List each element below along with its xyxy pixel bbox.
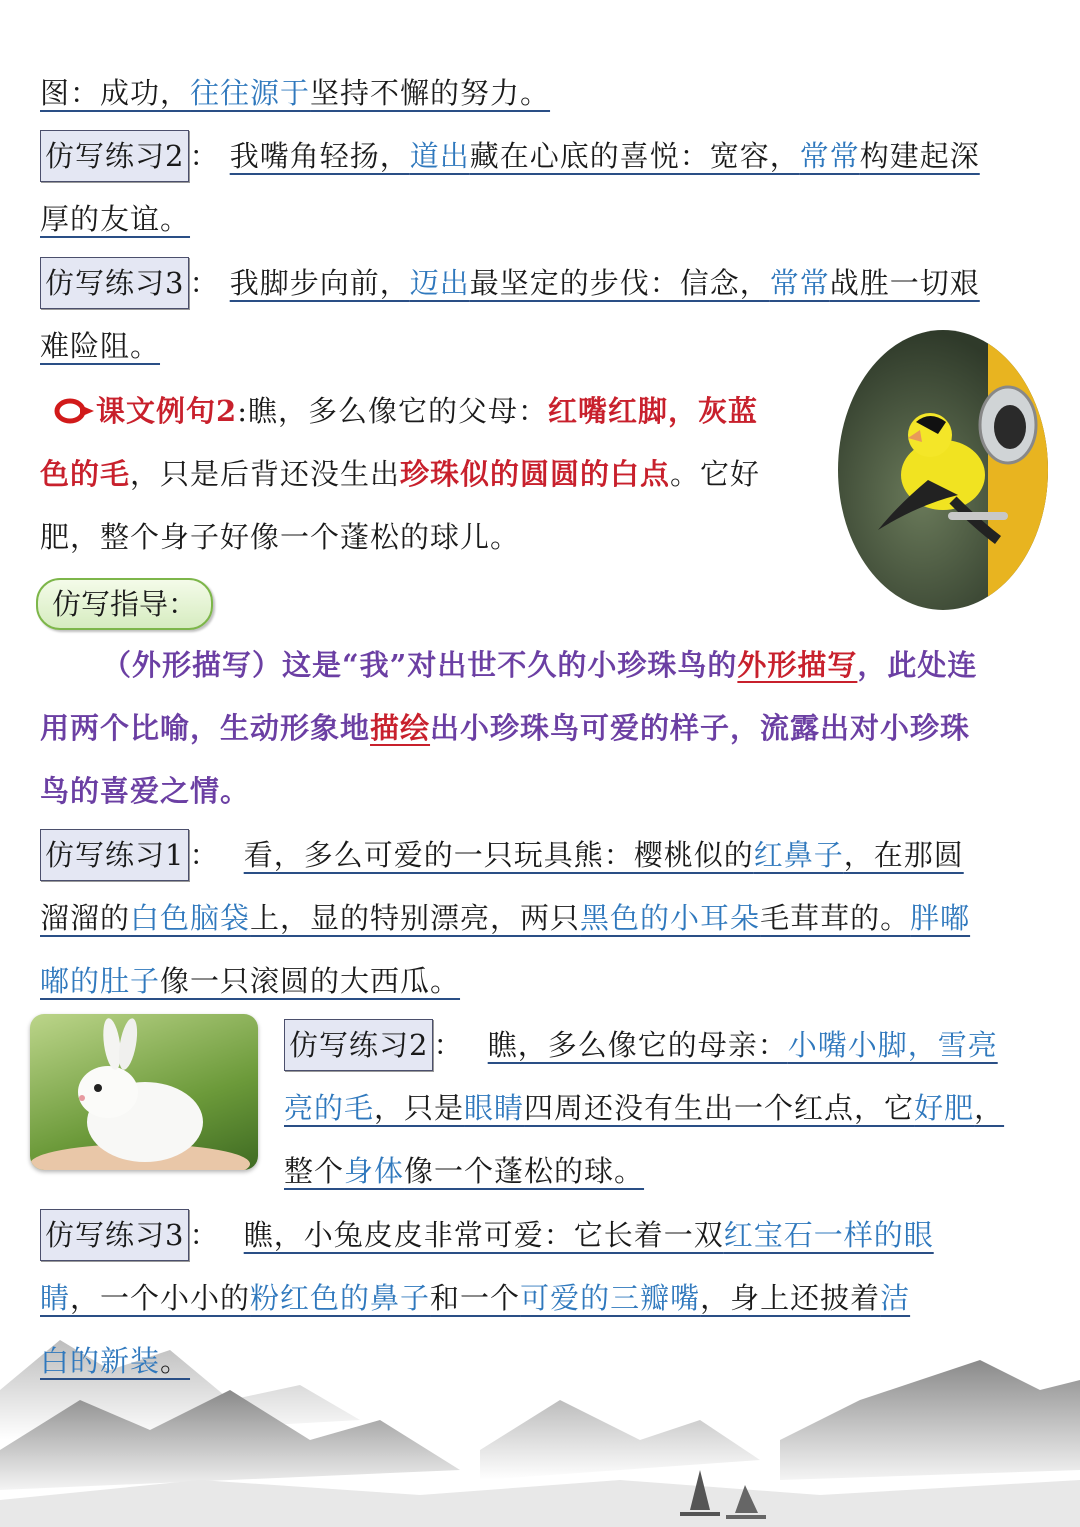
practice-1-second: 仿写练习1 ： 看，多么可爱的一只玩具熊：樱桃似的红鼻子，在那圆 溜溜的白色脑袋上，显的特别漂亮，两只黑色的小耳朵毛茸茸的。胖嘟 嘟的肚子像一只滚圆的大西瓜。 — [40, 824, 1040, 1013]
practice-2-second: 仿写练习2 ： 瞧，多么像它的母亲：小嘴小脚，雪亮 亮的毛，只是眼睛四周还没有生出一个红点，它好肥， 整个身体像一个蓬松的球。 — [284, 1014, 1044, 1203]
example-sentence: 课文例句2:瞧，多么像它的父母：红嘴红脚，灰蓝 色的毛，只是后背还没生出珍珠似的圆圆的白点。它好 肥，整个身子好像一个蓬松的球儿。 — [40, 394, 761, 554]
guide-tag: 仿写指导： — [36, 578, 213, 630]
practice-label: 仿写练习3 — [40, 257, 189, 309]
red-marker-icon — [54, 397, 96, 425]
practice-3-first: 仿写练习3 ： 我脚步向前，迈出最坚定的步伐：信念，常常战胜一切艰 难险阻。 — [40, 252, 1040, 378]
practice-label: 仿写练习2 — [284, 1019, 433, 1071]
rabbit-photo — [30, 1014, 258, 1170]
practice-label: 仿写练习3 — [40, 1209, 189, 1261]
practice-2-first: 仿写练习2 ： 我嘴角轻扬，道出藏在心底的喜悦：宽容，常常构建起深 厚的友谊。 — [40, 125, 1040, 251]
practice-label: 仿写练习2 — [40, 130, 189, 182]
intro-line: 图：成功，往往源于坚持不懈的努力。 — [40, 76, 551, 110]
guide-text: （外形描写）这是“我”对出世不久的小珍珠鸟的外形描写，此处连 用两个比喻，生动形象地描绘出小珍珠鸟可爱的样子，流露出对小珍珠 鸟的喜爱之情。 — [40, 648, 978, 808]
goldfinch-photo — [838, 330, 1048, 610]
practice-label: 仿写练习1 — [40, 829, 189, 881]
practice-3-second: 仿写练习3 ： 瞧，小兔皮皮非常可爱：它长着一双红宝石一样的眼 睛，一个小小的粉红色的鼻子和一个可爱的三瓣嘴，身上还披着洁 白的新装。 — [40, 1204, 1040, 1393]
